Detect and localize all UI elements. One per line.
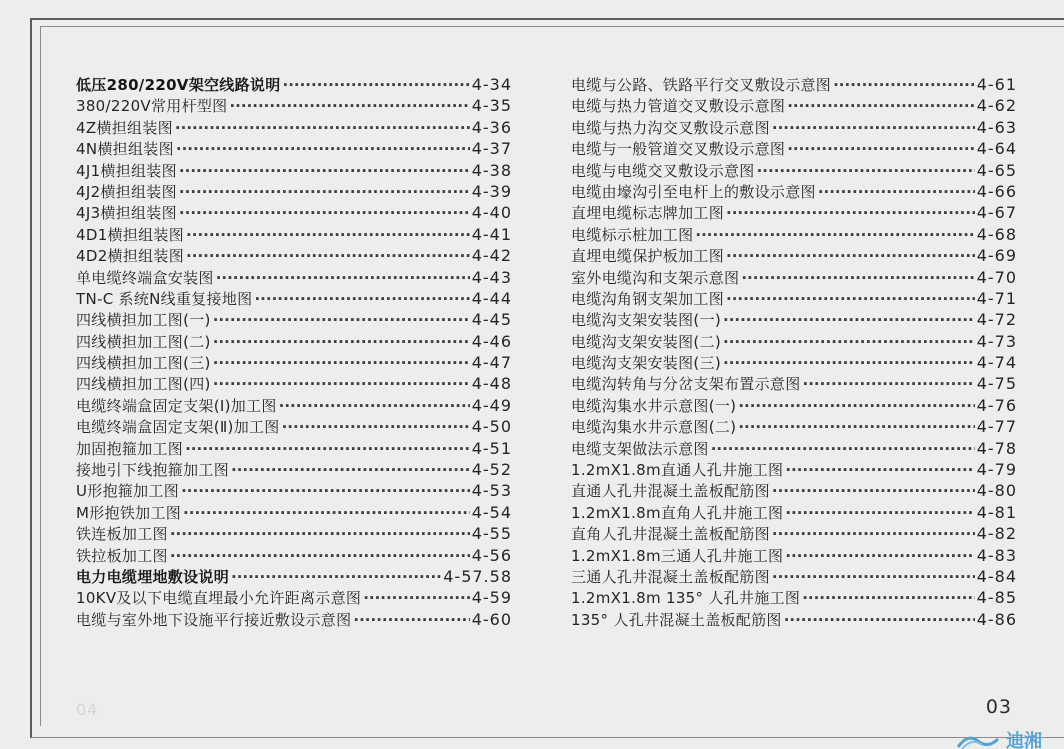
toc-entry-title: 电缆沟集水井示意图(二)	[571, 418, 737, 437]
toc-entry	[571, 502, 1017, 523]
toc-entry-title: 电缆终端盒固定支架(Ⅱ)加工图	[76, 418, 280, 437]
dot-leader	[711, 439, 975, 460]
toc-entry-title: 电缆由壕沟引至电杆上的敷设示意图	[571, 182, 816, 201]
toc-entry-title: 电缆沟支架安装图(三)	[571, 354, 722, 373]
toc-entry-page-number: 4-71	[976, 288, 1017, 308]
toc-entry-page-number: 4-46	[471, 331, 512, 351]
toc-entry	[571, 395, 1017, 416]
dot-leader	[254, 289, 469, 310]
toc-entry-title: 4D2横担组装图	[76, 247, 185, 266]
toc-entry-page-number: 4-82	[976, 524, 1017, 544]
toc-entry-title: 电缆沟支架安装图(二)	[571, 332, 722, 351]
toc-entry-page-number: 4-44	[471, 288, 512, 308]
toc-entry-page-number: 4-80	[976, 481, 1017, 501]
dot-leader	[179, 161, 470, 182]
dot-leader	[723, 332, 975, 353]
toc-entry-title: 4N横担组装图	[76, 140, 174, 159]
dot-leader	[229, 96, 469, 117]
toc-entry	[571, 609, 1017, 630]
toc-entry-page-number: 4-53	[471, 481, 512, 501]
toc-entry	[571, 245, 1017, 266]
dot-leader	[723, 310, 975, 331]
dot-leader	[785, 546, 974, 567]
toc-entry	[571, 373, 1017, 394]
toc-entry-page-number: 4-81	[976, 502, 1017, 522]
toc-entry-title: 电缆与一般管道交叉敷设示意图	[571, 140, 786, 159]
dot-leader	[695, 225, 974, 246]
toc-entry-title: 低压280/220V架空线路说明	[76, 76, 281, 94]
toc-entry-title: 接地引下线抱箍加工图	[76, 461, 230, 480]
toc-entry-page-number: 4-65	[976, 160, 1017, 180]
toc-entry	[76, 545, 512, 566]
toc-entry-page-number: 4-39	[471, 181, 512, 201]
toc-entry	[76, 480, 512, 501]
toc-entry-title: 135° 人孔井混凝土盖板配筋图	[571, 610, 782, 629]
dot-leader	[185, 439, 470, 460]
toc-entry-title: 电缆标示桩加工图	[571, 225, 694, 244]
dot-leader	[213, 374, 470, 395]
toc-entry	[571, 267, 1017, 288]
toc-entry	[571, 138, 1017, 159]
dot-leader	[803, 374, 975, 395]
dot-leader	[183, 503, 470, 524]
toc-entry-page-number: 4-63	[976, 117, 1017, 137]
toc-entry	[76, 138, 512, 159]
toc-entry-page-number: 4-52	[471, 460, 512, 480]
toc-entry	[571, 480, 1017, 501]
dot-leader	[723, 353, 975, 374]
toc-entry-title: 铁拉板加工图	[76, 546, 168, 565]
dot-leader	[787, 96, 974, 117]
dot-leader	[213, 332, 470, 353]
toc-entry-title: 铁连板加工图	[76, 525, 168, 544]
toc-entry	[76, 459, 512, 480]
toc-entry-page-number: 4-43	[471, 267, 512, 287]
dot-leader	[802, 588, 975, 609]
toc-entry-page-number: 4-42	[471, 246, 512, 266]
toc-entry-title: 直埋电缆保护板加工图	[571, 247, 725, 266]
logo-text: 迪湘	[1006, 731, 1042, 749]
dot-leader	[170, 524, 470, 545]
toc-entry-title: 直角人孔井混凝土盖板配筋图	[571, 525, 770, 544]
toc-entry-title: 四线横担加工图(二)	[76, 332, 211, 351]
dot-leader	[213, 310, 470, 331]
toc-entry-title: 4D1横担组装图	[76, 225, 185, 244]
dot-leader	[726, 289, 975, 310]
dot-leader	[772, 524, 975, 545]
dot-leader	[363, 588, 470, 609]
toc-entry	[76, 373, 512, 394]
toc-entry-page-number: 4-60	[471, 609, 512, 629]
toc-entry-page-number: 4-75	[976, 374, 1017, 394]
toc-entry-page-number: 4-76	[976, 395, 1017, 415]
toc-entry-title: U形抱箍加工图	[76, 482, 180, 501]
toc-entry-title: 电缆沟角钢支架加工图	[571, 289, 725, 308]
dot-leader	[353, 610, 469, 631]
toc-entry-title: 单电缆终端盒安装图	[76, 268, 214, 287]
toc-entry-page-number: 4-69	[976, 246, 1017, 266]
dot-leader	[282, 417, 470, 438]
dot-leader	[738, 417, 974, 438]
toc-entry	[571, 545, 1017, 566]
toc-entry	[76, 224, 512, 245]
toc-entry	[76, 95, 512, 116]
toc-entry-page-number: 4-74	[976, 353, 1017, 373]
toc-entry-page-number: 4-50	[471, 417, 512, 437]
dot-leader	[757, 161, 975, 182]
toc-entry-title: 1.2mX1.8m 135° 人孔井施工图	[571, 589, 801, 608]
toc-entry	[76, 438, 512, 459]
toc-entry-page-number: 4-70	[976, 267, 1017, 287]
dot-leader	[283, 75, 470, 96]
toc-entry-title: 电缆终端盒固定支架(Ⅰ)加工图	[76, 396, 277, 415]
toc-entry-page-number: 4-38	[471, 160, 512, 180]
toc-entry-title: 电力电缆埋地敷设说明	[76, 567, 230, 586]
toc-entry-title: 4J1横担组装图	[76, 161, 177, 180]
dot-leader	[772, 118, 975, 139]
ghost-page-number: 04	[76, 700, 99, 719]
toc-entry-title: 电缆与热力管道交叉敷设示意图	[571, 97, 786, 116]
toc-entry	[76, 352, 512, 373]
toc-entry-page-number: 4-55	[471, 524, 512, 544]
toc-entry-page-number: 4-57.58	[443, 566, 512, 586]
toc-entry-page-number: 4-41	[471, 224, 512, 244]
toc-entry-page-number: 4-85	[976, 588, 1017, 608]
toc-entry-title: 电缆沟支架安装图(一)	[571, 311, 722, 330]
sheet-number: 03	[985, 696, 1012, 718]
toc-entry-page-number: 4-47	[471, 353, 512, 373]
toc-entry	[571, 309, 1017, 330]
toc-entry-title: M形抱铁加工图	[76, 503, 182, 522]
toc-entry	[571, 523, 1017, 544]
toc-entry-title: 10KV及以下电缆直埋最小允许距离示意图	[76, 589, 362, 608]
toc-entry	[76, 609, 512, 630]
toc-entry	[571, 202, 1017, 223]
toc-entry-title: TN-C 系统N线重复接地图	[76, 289, 253, 308]
toc-entry-title: 四线横担加工图(三)	[76, 354, 211, 373]
dot-leader	[179, 203, 470, 224]
toc-entry-title: 三通人孔井混凝土盖板配筋图	[571, 567, 770, 586]
toc-entry-title: 1.2mX1.8m三通人孔井施工图	[571, 546, 784, 565]
toc-entry	[571, 181, 1017, 202]
toc-entry	[571, 459, 1017, 480]
toc-entry-page-number: 4-48	[471, 374, 512, 394]
toc-entry-page-number: 4-54	[471, 502, 512, 522]
toc-entry-title: 4Z横担组装图	[76, 118, 173, 137]
toc-entry	[76, 202, 512, 223]
dot-leader	[179, 182, 470, 203]
toc-entry	[76, 117, 512, 138]
toc-entry-page-number: 4-72	[976, 310, 1017, 330]
toc-entry-title: 电缆与热力沟交叉敷设示意图	[571, 118, 770, 137]
dot-leader	[772, 567, 975, 588]
toc-entry	[76, 288, 512, 309]
toc-entry-page-number: 4-49	[471, 395, 512, 415]
toc-entry-page-number: 4-37	[471, 139, 512, 159]
dot-leader	[726, 246, 975, 267]
toc-entry	[76, 331, 512, 352]
dot-leader	[186, 246, 470, 267]
dot-leader	[181, 481, 470, 502]
toc-entry-page-number: 4-68	[976, 224, 1017, 244]
dot-leader	[785, 460, 974, 481]
toc-entry-title: 加固抱箍加工图	[76, 439, 184, 458]
toc-entry-title: 电缆与电缆交叉敷设示意图	[571, 161, 755, 180]
toc-entry-page-number: 4-34	[471, 75, 512, 94]
toc-entry-title: 4J3横担组装图	[76, 204, 177, 223]
toc-entry	[76, 566, 512, 587]
dot-leader	[784, 610, 975, 631]
dot-leader	[170, 546, 470, 567]
dot-leader	[741, 268, 974, 289]
dot-leader	[833, 75, 975, 96]
toc-entry-title: 电缆沟转角与分岔支架布置示意图	[571, 375, 801, 394]
toc-entry-title: 四线横担加工图(四)	[76, 375, 211, 394]
toc-entry-page-number: 4-77	[976, 417, 1017, 437]
toc-entry	[76, 267, 512, 288]
toc-entry-title: 直埋电缆标志牌加工图	[571, 204, 725, 223]
toc-entry-page-number: 4-73	[976, 331, 1017, 351]
toc-entry-title: 4J2横担组装图	[76, 182, 177, 201]
dot-leader	[738, 396, 974, 417]
toc-entry-page-number: 4-61	[976, 75, 1017, 94]
toc-entry	[571, 587, 1017, 608]
toc-entry-title: 1.2mX1.8m直通人孔井施工图	[571, 461, 784, 480]
toc-entry	[76, 74, 512, 95]
toc-entry-page-number: 4-45	[471, 310, 512, 330]
dot-leader	[186, 225, 470, 246]
toc-entry-title: 电缆与室外地下设施平行接近敷设示意图	[76, 610, 352, 629]
toc-entry-title: 电缆与公路、铁路平行交叉敷设示意图	[571, 76, 832, 94]
toc-entry-page-number: 4-40	[471, 203, 512, 223]
toc-entry-page-number: 4-64	[976, 139, 1017, 159]
toc-entry-page-number: 4-51	[471, 438, 512, 458]
toc-entry	[76, 502, 512, 523]
toc-entry-page-number: 4-84	[976, 566, 1017, 586]
toc-entry-page-number: 4-79	[976, 460, 1017, 480]
toc-entry-page-number: 4-67	[976, 203, 1017, 223]
toc-entry-page-number: 4-36	[471, 117, 512, 137]
toc-entry	[76, 160, 512, 181]
toc-entry	[76, 416, 512, 437]
toc-entry	[76, 309, 512, 330]
dot-leader	[279, 396, 470, 417]
toc-entry-page-number: 4-83	[976, 545, 1017, 565]
toc-entry	[571, 566, 1017, 587]
toc-entry	[76, 395, 512, 416]
toc-entry	[571, 160, 1017, 181]
toc-entry	[571, 331, 1017, 352]
toc-entry-title: 电缆沟集水井示意图(一)	[571, 396, 737, 415]
toc-entry-page-number: 4-62	[976, 96, 1017, 116]
toc-left-column	[76, 74, 512, 630]
dot-leader	[785, 503, 974, 524]
toc-entry	[571, 352, 1017, 373]
dot-leader	[216, 268, 470, 289]
toc-entry	[76, 181, 512, 202]
toc-entry-title: 1.2mX1.8m直角人孔井施工图	[571, 503, 784, 522]
toc-right-column	[571, 74, 1017, 630]
toc-entry-title: 电缆支架做法示意图	[571, 439, 709, 458]
logo-wave-icon	[954, 727, 1064, 749]
toc-entry	[571, 416, 1017, 437]
toc-entry-page-number: 4-78	[976, 438, 1017, 458]
dot-leader	[818, 182, 975, 203]
toc-entry	[76, 245, 512, 266]
toc-entry	[571, 288, 1017, 309]
watermark-logo	[954, 727, 1064, 749]
dot-leader	[726, 203, 975, 224]
toc-entry-page-number: 4-35	[471, 96, 512, 116]
toc-entry-page-number: 4-66	[976, 181, 1017, 201]
toc-entry-page-number: 4-56	[471, 545, 512, 565]
toc-entry	[571, 95, 1017, 116]
dot-leader	[213, 353, 470, 374]
toc-entry-page-number: 4-59	[471, 588, 512, 608]
toc-entry	[571, 74, 1017, 95]
toc-entry-title: 380/220V常用杆型图	[76, 97, 228, 116]
dot-leader	[787, 139, 974, 160]
dot-leader	[231, 460, 470, 481]
dot-leader	[231, 567, 441, 588]
toc-entry	[571, 117, 1017, 138]
toc-entry-title: 直通人孔井混凝土盖板配筋图	[571, 482, 770, 501]
dot-leader	[176, 139, 470, 160]
toc-entry	[571, 438, 1017, 459]
dot-leader	[772, 481, 975, 502]
toc-entry	[76, 587, 512, 608]
toc-entry-title: 四线横担加工图(一)	[76, 311, 211, 330]
toc-entry	[76, 523, 512, 544]
toc-entry-title: 室外电缆沟和支架示意图	[571, 268, 740, 287]
toc-entry	[571, 224, 1017, 245]
dot-leader	[175, 118, 470, 139]
toc-entry-page-number: 4-86	[976, 609, 1017, 629]
